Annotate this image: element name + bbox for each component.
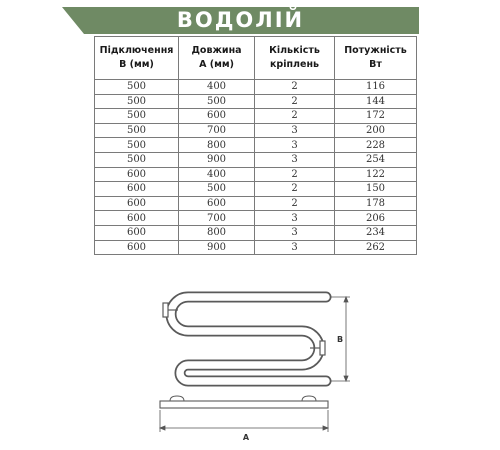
column-header-power: Потужність Вт: [335, 37, 417, 80]
cell-mounts: 2: [255, 80, 335, 95]
table-header-row: [95, 37, 417, 80]
cell-connection: 500: [95, 94, 179, 109]
rail-pipe: [171, 297, 326, 381]
cell-mounts: 2: [255, 94, 335, 109]
cell-mounts: 3: [255, 240, 335, 255]
cell-length: 400: [179, 167, 255, 182]
cell-power: 200: [335, 123, 417, 138]
cell-length: 700: [179, 123, 255, 138]
table-row: [95, 211, 417, 226]
title-banner: [62, 7, 419, 34]
cell-mounts: 2: [255, 182, 335, 197]
cell-length: 900: [179, 240, 255, 255]
cell-power: 172: [335, 109, 417, 124]
spec-table: [94, 36, 417, 255]
table-row: [95, 182, 417, 197]
cell-mounts: 3: [255, 225, 335, 240]
cell-connection: 600: [95, 211, 179, 226]
cell-power: 122: [335, 167, 417, 182]
table-row: [95, 152, 417, 167]
cell-length: 500: [179, 182, 255, 197]
cell-power: 262: [335, 240, 417, 255]
table-row: [95, 94, 417, 109]
cell-connection: 500: [95, 152, 179, 167]
label-b: B: [336, 335, 344, 344]
cell-power: 116: [335, 80, 417, 95]
cell-mounts: 3: [255, 211, 335, 226]
cell-power: 178: [335, 196, 417, 211]
table-row: [95, 167, 417, 182]
cell-length: 700: [179, 211, 255, 226]
table-row: [95, 109, 417, 124]
cell-connection: 600: [95, 182, 179, 197]
table-row: [95, 225, 417, 240]
column-header-length: Довжина А (мм): [179, 37, 255, 80]
table-row: [95, 123, 417, 138]
cell-connection: 500: [95, 80, 179, 95]
cell-mounts: 2: [255, 196, 335, 211]
cell-connection: 600: [95, 225, 179, 240]
cell-power: 144: [335, 94, 417, 109]
cell-connection: 600: [95, 240, 179, 255]
label-a: A: [242, 433, 250, 442]
cell-length: 500: [179, 94, 255, 109]
column-header-mounts: Кількість кріплень: [255, 37, 335, 80]
cell-mounts: 3: [255, 138, 335, 153]
cell-mounts: 3: [255, 123, 335, 138]
cell-length: 600: [179, 196, 255, 211]
cell-mounts: 3: [255, 152, 335, 167]
cell-connection: 500: [95, 123, 179, 138]
table-row: [95, 196, 417, 211]
cell-power: 206: [335, 211, 417, 226]
cell-length: 900: [179, 152, 255, 167]
cell-connection: 500: [95, 138, 179, 153]
cell-mounts: 2: [255, 167, 335, 182]
table-row: [95, 240, 417, 255]
page-title: ВОДОЛІЙ: [176, 8, 305, 32]
cell-power: 234: [335, 225, 417, 240]
cell-length: 800: [179, 138, 255, 153]
column-header-connection: Підключення В (мм): [95, 37, 179, 80]
top-view-rail: [160, 396, 328, 408]
cell-mounts: 2: [255, 109, 335, 124]
cell-connection: 500: [95, 109, 179, 124]
cell-connection: 600: [95, 196, 179, 211]
table-row: [95, 80, 417, 95]
cell-power: 150: [335, 182, 417, 197]
cell-length: 400: [179, 80, 255, 95]
cell-length: 600: [179, 109, 255, 124]
towel-rail-drawing: [150, 285, 360, 447]
dimension-a: [160, 410, 328, 432]
cell-connection: 600: [95, 167, 179, 182]
cell-power: 228: [335, 138, 417, 153]
cell-power: 254: [335, 152, 417, 167]
table-row: [95, 138, 417, 153]
cell-length: 800: [179, 225, 255, 240]
